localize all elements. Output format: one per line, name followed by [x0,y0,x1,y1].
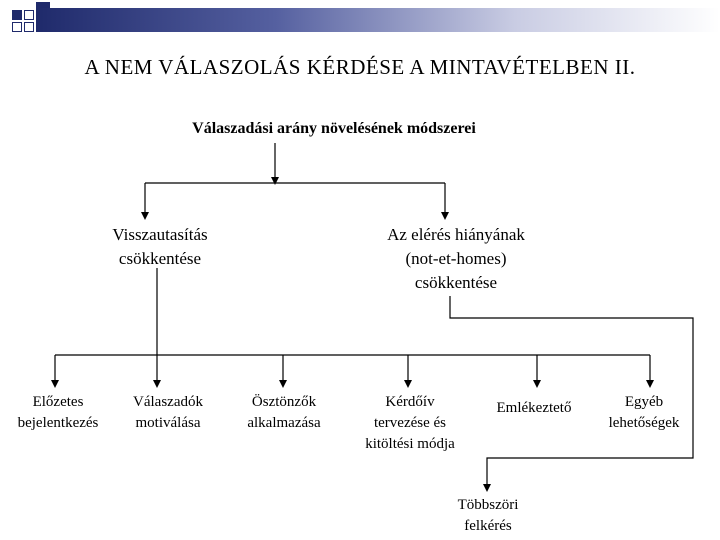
node-line: Egyéb [624,394,664,410]
node-line: tervezése és [373,415,447,431]
node-line: Előzetes [32,394,84,410]
node-line: motiválása [135,415,201,431]
connector-not-at-home-loop [450,296,693,490]
node-line: Emlékeztető [496,400,572,416]
node-line: Ösztönzők [251,394,317,410]
node-line: lehetőségek [608,415,680,431]
node-refusal-line: Visszautasítás [112,225,208,244]
page-title: A NEM VÁLASZOLÁS KÉRDÉSE A MINTAVÉTELBEN II. [84,55,636,79]
node-not-at-home-line: csökkentése [414,273,498,292]
node-refusal-line: csökkentése [118,249,202,268]
node-line: felkérés [464,518,512,534]
node-line: Válaszadók [133,394,203,410]
diagram-root-label: Válaszadási arány növelésének módszerei [192,120,476,137]
node-not-at-home-line: (not-et-homes) [405,249,507,268]
node-line: Kérdőív [385,394,435,410]
node-line: kitöltési módja [365,436,455,452]
node-line: alkalmazása [247,415,321,431]
node-line: Többszöri [457,497,519,513]
node-not-at-home-line: Az elérés hiányának [387,225,525,244]
node-line: bejelentkezés [17,415,99,431]
